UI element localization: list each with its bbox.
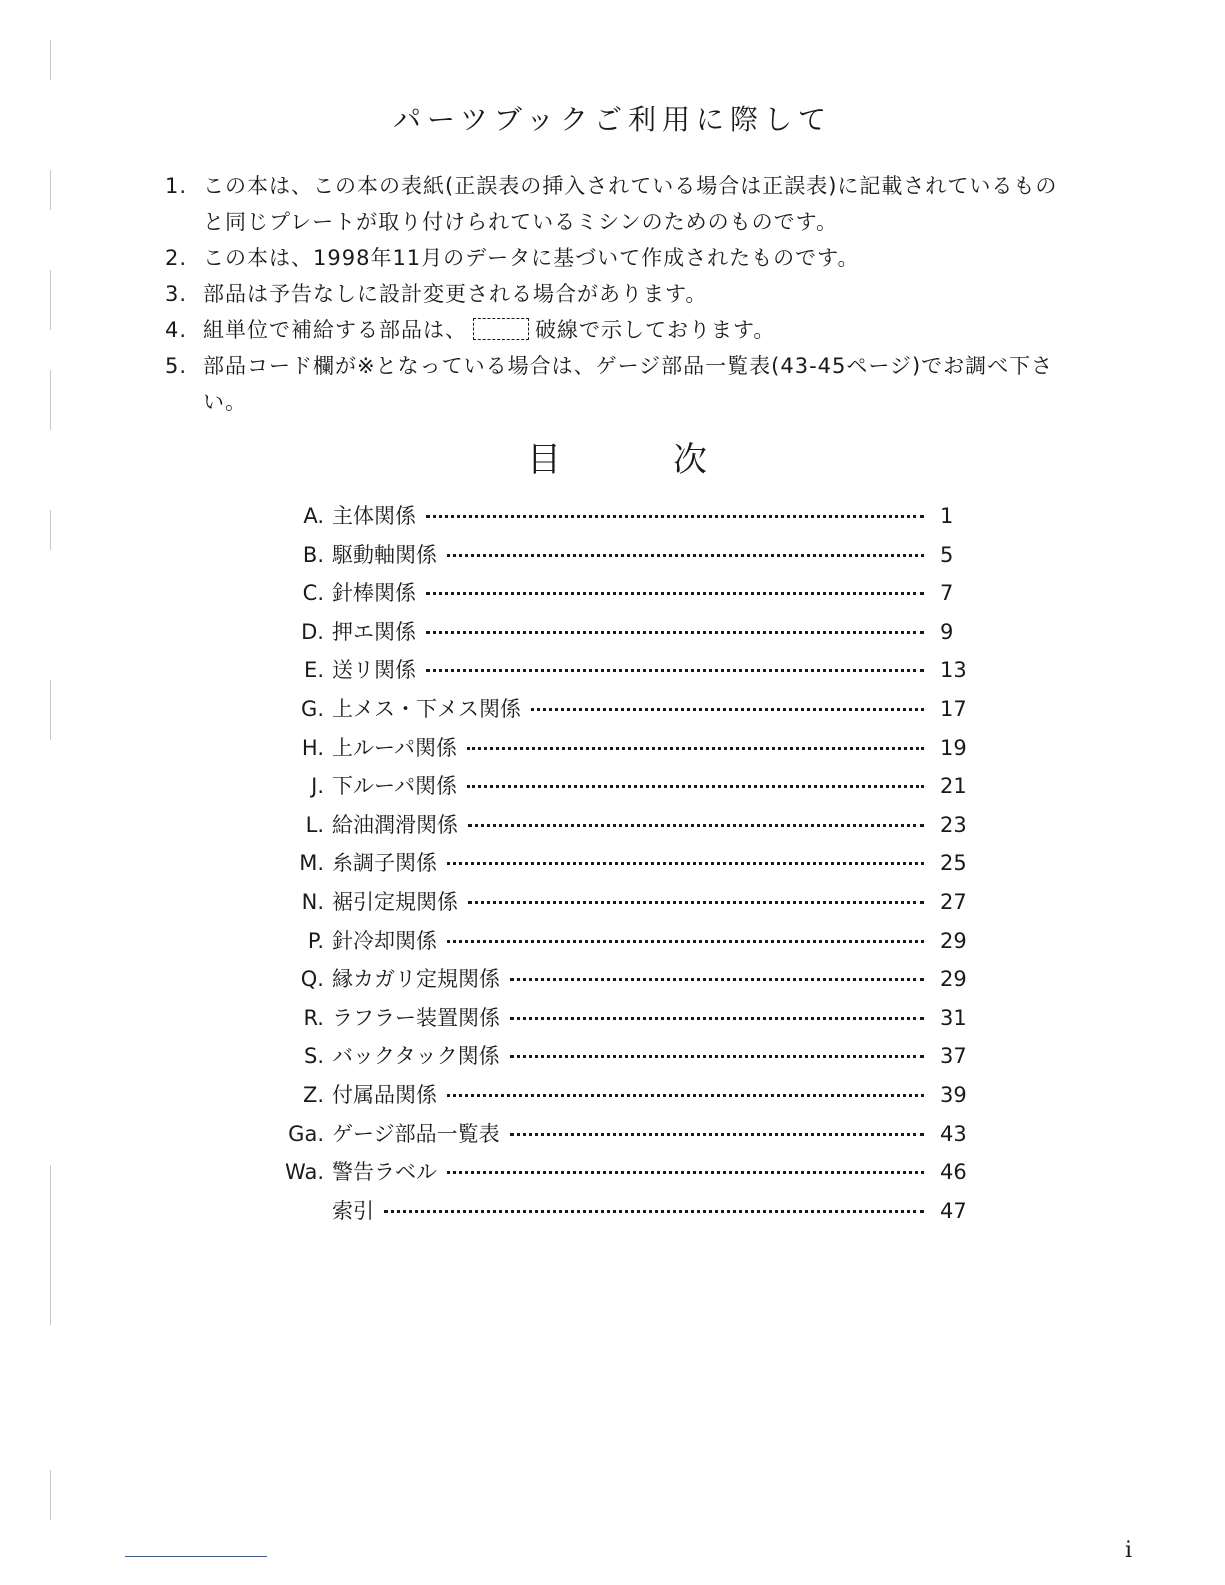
toc-entry-page: 19 (940, 735, 967, 760)
toc-entry-label: バックタック関係 (332, 1044, 500, 1069)
toc-entry-page: 21 (940, 774, 967, 799)
toc-entry[interactable] (280, 847, 980, 886)
toc-entry-page: 27 (940, 889, 967, 914)
toc-entry-letter: S. (303, 1044, 324, 1069)
note-text: この本は、1998年11月のデータに基づいて作成されたものです。 (203, 246, 860, 270)
toc-entry-page: 5 (940, 542, 954, 567)
note-number: 1. (165, 174, 188, 198)
toc-entry-letter: Wa. (285, 1160, 324, 1185)
toc-entry[interactable] (280, 1195, 980, 1234)
toc-entry-page: 39 (940, 1082, 967, 1107)
toc-entry-page: 29 (940, 928, 967, 953)
toc-entry[interactable] (280, 886, 980, 925)
toc-title-part: 次 (673, 440, 709, 480)
toc-dot-leader (510, 1017, 924, 1020)
toc-entry-label: 上ルーパ関係 (332, 735, 457, 760)
note-text-after: 破線で示しております。 (535, 318, 776, 342)
toc-dot-leader (426, 515, 924, 518)
scan-margin-line (50, 170, 51, 210)
table-of-contents (280, 500, 980, 1233)
toc-title-part: 目 (527, 440, 563, 480)
toc-entry-page: 17 (940, 696, 967, 721)
note-item (165, 168, 1065, 240)
scan-margin-line (50, 40, 51, 80)
toc-entry-letter: Z. (302, 1082, 324, 1107)
toc-entry-page: 46 (940, 1160, 967, 1185)
toc-entry[interactable] (280, 577, 980, 616)
toc-entry-label: 糸調子関係 (332, 851, 437, 876)
toc-entry-letter: J. (311, 774, 324, 799)
toc-entry[interactable] (280, 654, 980, 693)
toc-entry-letter: Ga. (288, 1121, 324, 1146)
toc-dot-leader (468, 901, 924, 904)
toc-entry-label: 下ルーパ関係 (332, 774, 457, 799)
toc-title (527, 432, 709, 481)
toc-entry[interactable] (280, 770, 980, 809)
toc-entry-label: 上メス・下メス関係 (332, 696, 521, 721)
toc-entry-letter: B. (302, 542, 324, 567)
toc-entry-label: 針冷却関係 (332, 928, 437, 953)
toc-entry-letter: C. (302, 581, 324, 606)
toc-entry-letter: A. (303, 504, 324, 528)
toc-entry-page: 7 (940, 581, 954, 606)
toc-entry-page: 43 (940, 1121, 967, 1146)
toc-entry-label: 索引 (332, 1198, 374, 1223)
note-number: 5. (165, 354, 188, 378)
scan-margin-line (50, 680, 51, 740)
toc-entry-letter: L. (305, 812, 324, 837)
note-text-before: 組単位で補給する部品は、 (203, 318, 467, 342)
toc-dot-leader (447, 1171, 924, 1174)
toc-entry-label: 送リ関係 (332, 658, 416, 683)
toc-entry[interactable] (280, 1156, 980, 1195)
toc-entry[interactable] (280, 732, 980, 771)
toc-entry[interactable] (280, 539, 980, 578)
toc-entry[interactable] (280, 616, 980, 655)
toc-entry[interactable] (280, 693, 980, 732)
toc-dot-leader (510, 978, 924, 981)
toc-entry[interactable] (280, 1118, 980, 1157)
usage-notes-list (165, 168, 1065, 420)
page-number: i (1125, 1538, 1133, 1563)
toc-entry-page: 37 (940, 1044, 967, 1069)
toc-dot-leader (531, 708, 924, 711)
note-item (165, 240, 1065, 276)
toc-entry-page: 47 (940, 1198, 967, 1223)
toc-dot-leader (426, 631, 924, 634)
toc-entry-letter: E. (304, 658, 324, 683)
toc-entry[interactable] (280, 1079, 980, 1118)
toc-entry[interactable] (280, 1002, 980, 1041)
toc-entry-label: 警告ラベル (332, 1160, 437, 1185)
toc-entry-page: 29 (940, 967, 967, 992)
scan-margin-line (50, 510, 51, 550)
note-text: この本は、この本の表紙(正誤表の挿入されている場合は正誤表)に記載されているものと同じプレートが取り付けられているミシンのためのものです。 (203, 174, 1058, 234)
toc-entry-letter: G. (301, 696, 324, 721)
toc-entry-label: 針棒関係 (332, 581, 416, 606)
footer-rule (125, 1556, 267, 1557)
toc-dot-leader (447, 862, 924, 865)
note-text: 部品は予告なしに設計変更される場合があります。 (203, 282, 708, 306)
toc-entry-label: ラフラー装置関係 (332, 1005, 500, 1030)
note-number: 2. (165, 246, 188, 270)
toc-entry-letter: R. (303, 1005, 324, 1030)
toc-entry-label: 付属品関係 (332, 1082, 437, 1107)
toc-entry-letter: M. (299, 851, 324, 876)
toc-entry[interactable] (280, 809, 980, 848)
toc-entry-label: 縁カガリ定規関係 (332, 967, 500, 992)
toc-entry-label: 駆動軸関係 (332, 542, 437, 567)
toc-entry[interactable] (280, 925, 980, 964)
toc-entry-label: 給油潤滑関係 (332, 812, 458, 837)
toc-dot-leader (447, 554, 924, 557)
toc-dot-leader (426, 592, 924, 595)
scan-margin-line (50, 1470, 51, 1520)
toc-entry-letter: P. (307, 928, 324, 953)
toc-entry[interactable] (280, 1040, 980, 1079)
page-heading: パーツブックご利用に際して (393, 103, 832, 136)
toc-dot-leader (384, 1210, 924, 1213)
dashed-box-icon (473, 318, 529, 340)
toc-dot-leader (468, 824, 924, 827)
toc-entry-page: 25 (940, 851, 967, 876)
toc-entry-letter: Q. (300, 967, 324, 992)
note-item (165, 348, 1065, 420)
scan-margin-line (50, 270, 51, 330)
toc-dot-leader (426, 669, 924, 672)
note-number: 3. (165, 282, 188, 306)
toc-dot-leader (467, 747, 924, 750)
toc-entry-label: 押エ関係 (332, 619, 416, 644)
scan-margin-line (50, 1165, 51, 1325)
toc-dot-leader (447, 1094, 924, 1097)
toc-entry-label: 裾引定規関係 (332, 889, 458, 914)
toc-entry-page: 13 (940, 658, 967, 683)
toc-dot-leader (467, 785, 924, 788)
toc-entry-page: 1 (940, 504, 954, 528)
toc-dot-leader (447, 940, 924, 943)
note-item (165, 276, 1065, 312)
note-number: 4. (165, 318, 188, 342)
toc-entry-page: 9 (940, 619, 954, 644)
toc-entry-letter: N. (301, 889, 324, 914)
toc-entry-letter: D. (301, 619, 324, 644)
note-text: 部品コード欄が※となっている場合は、ゲージ部品一覧表(43-45ページ)でお調べ下さい。 (203, 354, 1054, 414)
toc-entry[interactable] (280, 963, 980, 1002)
toc-entry-page: 23 (940, 812, 967, 837)
toc-entry-letter: H. (301, 735, 324, 760)
note-item (165, 312, 1065, 348)
toc-entry-page: 31 (940, 1005, 967, 1030)
toc-entry-label: 主体関係 (332, 504, 416, 528)
note-text (203, 312, 1065, 348)
toc-dot-leader (510, 1055, 924, 1058)
toc-dot-leader (510, 1133, 924, 1136)
toc-entry-label: ゲージ部品一覧表 (332, 1121, 500, 1146)
scan-margin-line (50, 370, 51, 430)
toc-entry[interactable] (280, 500, 980, 539)
